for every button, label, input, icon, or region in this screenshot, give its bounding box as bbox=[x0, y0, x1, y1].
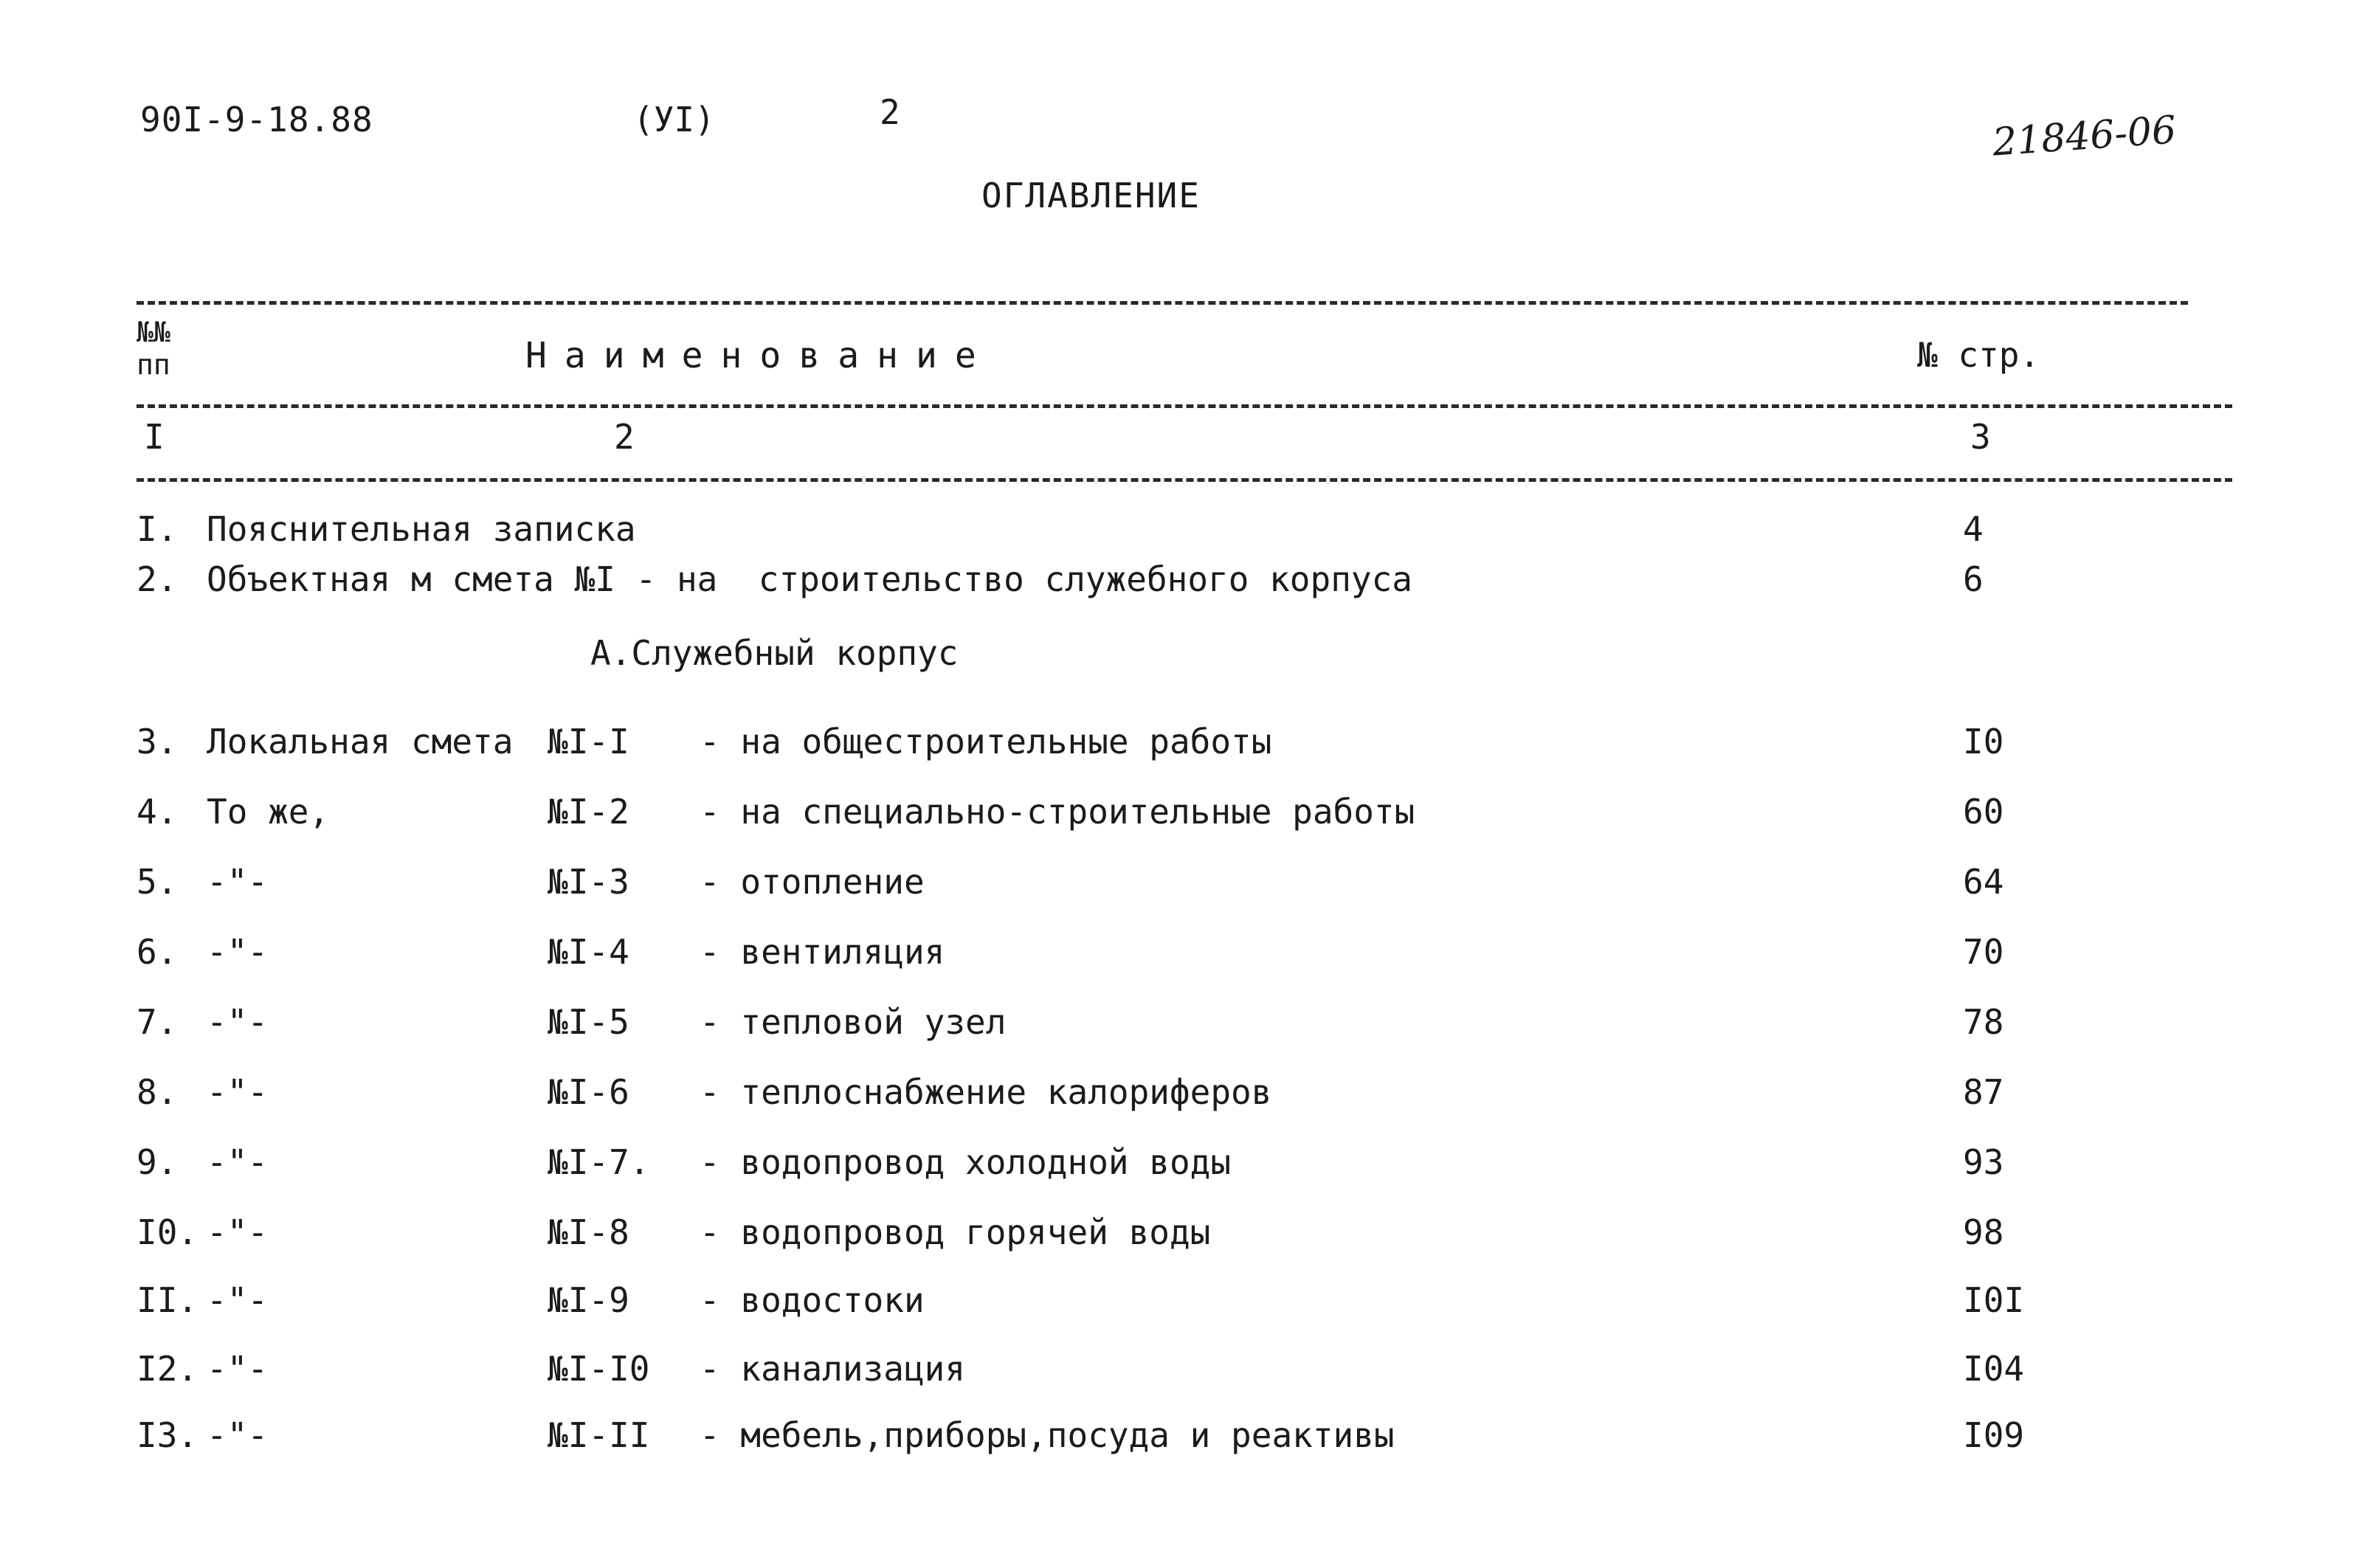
row-code: №I-3 bbox=[548, 862, 629, 902]
column-header-page: № стр. bbox=[1917, 335, 2040, 375]
row-description: - водопровод холодной воды bbox=[700, 1142, 1232, 1182]
toc-entry bbox=[0, 509, 2354, 553]
row-description: - отопление bbox=[700, 862, 925, 902]
archive-number: 21846-06 bbox=[1991, 108, 2178, 165]
column-header-name: Наименование bbox=[525, 335, 994, 376]
row-text: -"- bbox=[207, 862, 269, 902]
row-description: - тепловой узел bbox=[700, 1002, 1007, 1042]
row-code: №I-I bbox=[548, 722, 629, 761]
page-number: 2 bbox=[880, 92, 900, 132]
row-page: 98 bbox=[1963, 1212, 2004, 1252]
entry-page: 4 bbox=[1963, 509, 1984, 549]
row-text: -"- bbox=[207, 932, 269, 972]
row-text: -"- bbox=[207, 1142, 269, 1182]
column-header-number-line1: №№ bbox=[137, 316, 170, 348]
toc-row bbox=[0, 862, 2354, 906]
row-page: I0 bbox=[1963, 722, 2004, 761]
row-text: То же, bbox=[207, 792, 330, 832]
row-page: 60 bbox=[1963, 792, 2004, 832]
row-description: - на общестроительные работы bbox=[700, 722, 1272, 761]
divider-header bbox=[137, 404, 2232, 408]
column-header-number-line2: пп bbox=[137, 348, 170, 381]
row-page: 78 bbox=[1963, 1002, 2004, 1042]
toc-row bbox=[0, 1349, 2354, 1393]
row-number: 5. bbox=[137, 862, 178, 902]
entry-title: Пояснительная записка bbox=[207, 509, 636, 549]
row-number: I0. bbox=[137, 1212, 199, 1252]
divider-top bbox=[137, 301, 2188, 305]
row-page: I09 bbox=[1963, 1415, 2025, 1455]
column-index-2: 2 bbox=[614, 417, 635, 457]
row-description: - водопровод горячей воды bbox=[700, 1212, 1211, 1252]
toc-row bbox=[0, 1002, 2354, 1046]
toc-row bbox=[0, 932, 2354, 976]
toc-row bbox=[0, 1072, 2354, 1116]
row-code: №I-2 bbox=[548, 792, 629, 832]
row-page: 64 bbox=[1963, 862, 2004, 902]
divider-body bbox=[137, 478, 2232, 482]
row-number: II. bbox=[137, 1280, 199, 1320]
section-subtitle: А.Служебный корпус bbox=[590, 633, 959, 673]
row-page: 87 bbox=[1963, 1072, 2004, 1112]
toc-row bbox=[0, 722, 2354, 766]
row-number: 4. bbox=[137, 792, 178, 832]
row-text: -"- bbox=[207, 1349, 269, 1389]
row-code: №I-7. bbox=[548, 1142, 650, 1182]
entry-number: 2. bbox=[137, 559, 178, 599]
toc-row bbox=[0, 792, 2354, 836]
row-description: - теплоснабжение калориферов bbox=[700, 1072, 1272, 1112]
row-description: - мебель,приборы,посуда и реактивы bbox=[700, 1415, 1395, 1455]
row-description: - канализация bbox=[700, 1349, 966, 1389]
column-header-number bbox=[137, 316, 170, 381]
toc-row bbox=[0, 1212, 2354, 1257]
column-index-1: I bbox=[144, 417, 165, 457]
row-code: №I-8 bbox=[548, 1212, 629, 1252]
toc-row bbox=[0, 1280, 2354, 1324]
row-description: - водостоки bbox=[700, 1280, 925, 1320]
row-page: I0I bbox=[1963, 1280, 2025, 1320]
toc-entry bbox=[0, 559, 2354, 604]
row-number: 9. bbox=[137, 1142, 178, 1182]
row-code: №I-I0 bbox=[548, 1349, 650, 1389]
row-text: Локальная смета bbox=[207, 722, 514, 761]
row-number: 3. bbox=[137, 722, 178, 761]
column-index-3: 3 bbox=[1970, 417, 1991, 457]
row-number: I3. bbox=[137, 1415, 199, 1455]
row-number: I2. bbox=[137, 1349, 199, 1389]
row-text: -"- bbox=[207, 1415, 269, 1455]
row-description: - на специально-строительные работы bbox=[700, 792, 1415, 832]
row-page: 70 bbox=[1963, 932, 2004, 972]
row-code: №I-5 bbox=[548, 1002, 629, 1042]
row-code: №I-4 bbox=[548, 932, 629, 972]
row-text: -"- bbox=[207, 1002, 269, 1042]
entry-number: I. bbox=[137, 509, 178, 549]
row-number: 7. bbox=[137, 1002, 178, 1042]
entry-page: 6 bbox=[1963, 559, 1984, 599]
row-text: -"- bbox=[207, 1212, 269, 1252]
row-page: 93 bbox=[1963, 1142, 2004, 1182]
row-code: №I-II bbox=[548, 1415, 650, 1455]
toc-row bbox=[0, 1142, 2354, 1187]
document-title: ОГЛАВЛЕНИЕ bbox=[981, 176, 1201, 215]
row-code: №I-6 bbox=[548, 1072, 629, 1112]
volume-number: (УI) bbox=[633, 100, 715, 139]
document-code: 90I-9-18.88 bbox=[140, 100, 373, 139]
row-description: - вентиляция bbox=[700, 932, 945, 972]
toc-row bbox=[0, 1415, 2354, 1460]
row-number: 8. bbox=[137, 1072, 178, 1112]
row-page: I04 bbox=[1963, 1349, 2025, 1389]
row-text: -"- bbox=[207, 1072, 269, 1112]
row-number: 6. bbox=[137, 932, 178, 972]
entry-title: Объектная м смета №I - на строительство служебного корпуса bbox=[207, 559, 1412, 599]
row-code: №I-9 bbox=[548, 1280, 629, 1320]
row-text: -"- bbox=[207, 1280, 269, 1320]
